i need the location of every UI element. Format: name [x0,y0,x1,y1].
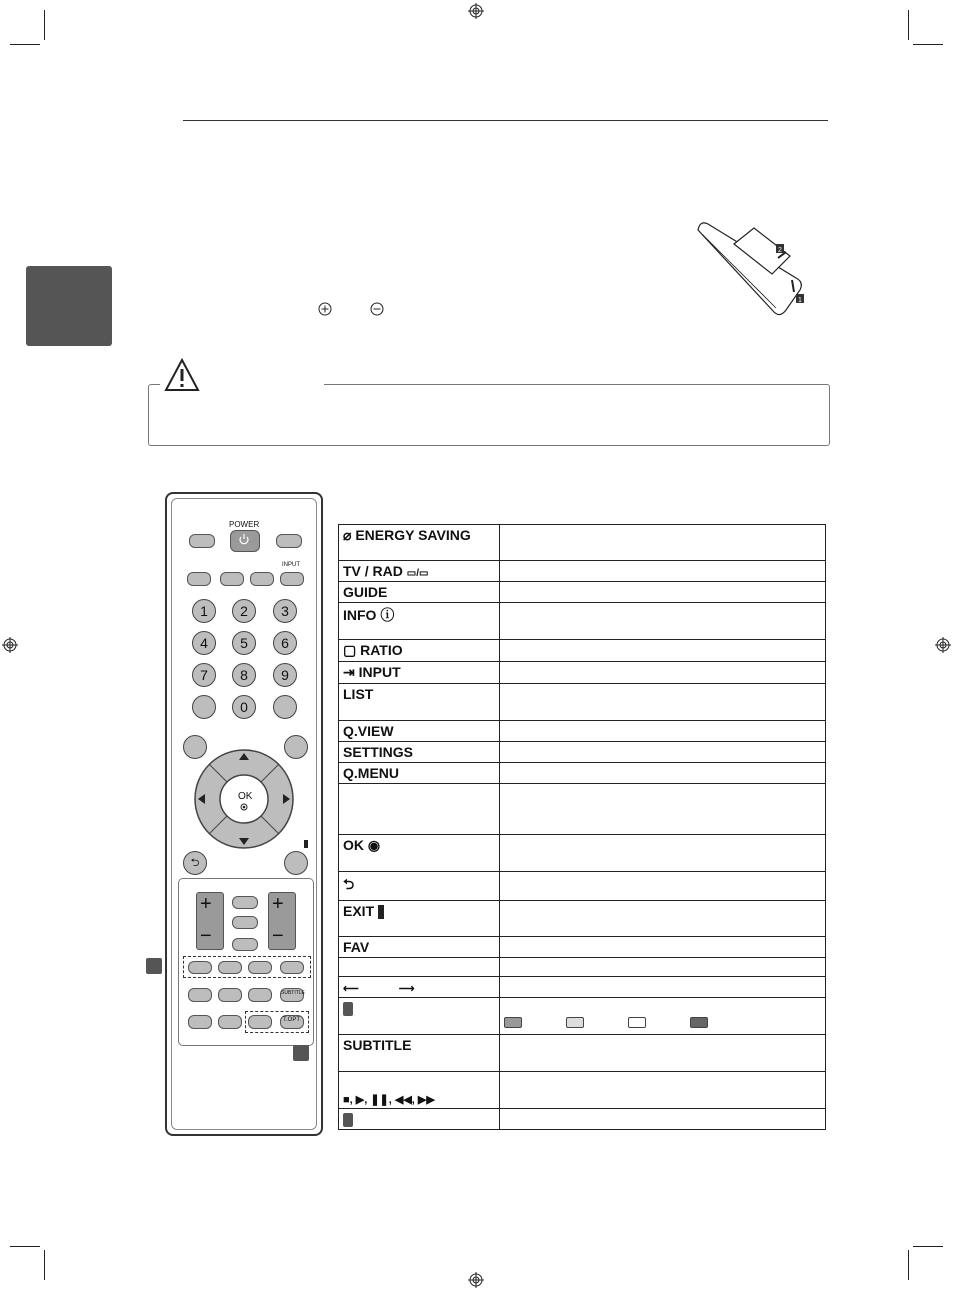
input-icon: ⇥ [343,664,359,680]
pause-button[interactable] [248,988,272,1002]
prev-arrow-icon: ⟵ [343,983,359,995]
table-row-key: ⇥ INPUT [339,662,500,684]
ok-label: OK [238,791,253,802]
play-button[interactable] [218,988,242,1002]
callout-marker-a [146,958,162,974]
table-row-key [339,1072,500,1109]
crop-mark [908,1250,909,1280]
fav-button[interactable] [232,896,258,909]
table-row-desc [500,525,826,561]
crop-mark [10,44,40,45]
subtitle-label: SUBTITLE [281,990,305,996]
t-opt-label: T.OPT [283,1017,301,1023]
table-row-desc [500,684,826,721]
num-2-button[interactable]: 2 [232,599,256,623]
num-5-button[interactable]: 5 [232,631,256,655]
next-arrow-icon: ⟶ [398,983,415,995]
section-tab [26,266,112,346]
table-row-desc [500,763,826,784]
table-row-key: ▢ RATIO [339,640,500,662]
table-row-key [339,998,500,1035]
warning-triangle-icon [164,358,200,392]
table-row-key: LIST [339,684,500,721]
red-button[interactable] [188,961,212,974]
svg-text:2: 2 [778,247,782,254]
table-row-desc [500,640,826,662]
table-row-desc [500,937,826,958]
table-row-desc [500,998,826,1035]
key-function-table [338,524,826,1130]
mute-button[interactable] [232,938,258,951]
registration-mark-icon [468,3,484,19]
table-row-desc [500,872,826,901]
table-row-key: FAV [339,937,500,958]
minus-polarity-icon [370,302,384,316]
caution-box [148,384,830,446]
table-row-key [339,1109,500,1130]
info-button[interactable] [220,572,244,586]
num-8-button[interactable]: 8 [232,663,256,687]
input-button[interactable] [280,572,304,586]
table-row-key: Q.MENU [339,763,500,784]
caution-icon-wrap [160,358,204,398]
volume-minus-icon: − [200,925,212,947]
power-icon [238,533,250,545]
exit-marker [304,840,308,848]
back-button[interactable]: ⮌ [183,851,207,875]
svg-text:1: 1 [798,297,802,304]
callout-b-icon [343,1113,353,1127]
table-row-key: EXIT [339,901,500,937]
header-rule [183,120,828,121]
exit-icon [378,905,384,919]
crop-mark [913,1246,943,1247]
table-row-desc [500,721,826,742]
table-row-key [339,784,500,835]
exit-button[interactable] [284,851,308,875]
tv-rad-button[interactable] [276,534,302,548]
table-row-desc [500,784,826,835]
yellow-button-icon [628,1017,646,1028]
num-6-button[interactable]: 6 [273,631,297,655]
table-row-desc [500,561,826,582]
num-1-button[interactable]: 1 [192,599,216,623]
table-row-desc [500,1072,826,1109]
blue-button[interactable] [280,961,304,974]
playback-icons: ■, ▶, ❚❚, ◀◀, ▶▶ [343,1094,435,1106]
ratio-icon: ▢ [343,642,361,658]
table-row-desc [500,1035,826,1072]
battery-cover-illustration [694,222,812,322]
yellow-button[interactable] [248,961,272,974]
registration-mark-icon [468,1272,484,1288]
fast-forward-button[interactable] [218,1015,242,1029]
energy-saving-button[interactable] [189,534,215,548]
table-row-desc [500,977,826,998]
teletext-buttons-frame [245,1011,309,1033]
power-label: POWER [229,520,260,529]
table-row-key [339,872,500,901]
table-row-key [339,977,500,998]
ratio-button[interactable] [250,572,274,586]
table-row-desc [500,662,826,684]
info-icon: ⓘ [380,607,395,623]
red-button-icon [504,1017,522,1028]
green-button-icon [566,1017,584,1028]
registration-mark-icon [935,637,951,653]
rewind-button[interactable] [188,1015,212,1029]
callout-marker-b [293,1045,309,1061]
crop-mark [44,1250,45,1280]
crop-mark [10,1246,40,1247]
caution-rule [204,384,324,385]
table-row-desc [500,742,826,763]
table-row-desc [500,958,826,977]
table-row-key: GUIDE [339,582,500,603]
table-row-key: OK ◉ [339,835,500,872]
num-3-button[interactable]: 3 [273,599,297,623]
table-row-desc [500,835,826,872]
crop-mark [913,44,943,45]
num-7-button[interactable]: 7 [192,663,216,687]
blue-button-icon [690,1017,708,1028]
table-row-key: Q.VIEW [339,721,500,742]
q-view-button[interactable] [273,695,297,719]
table-row-key: INFO ⓘ [339,603,500,640]
registration-mark-icon [2,637,18,653]
crop-mark [44,10,45,40]
green-button[interactable] [218,961,242,974]
energy-saving-icon: ⌀ [343,527,356,543]
ok-icon: ◉ [367,837,381,853]
guide-button[interactable] [187,572,211,586]
crop-mark [908,10,909,40]
num-4-button[interactable]: 4 [192,631,216,655]
table-row-key [339,958,500,977]
num-0-button[interactable]: 0 [232,695,256,719]
callout-a-icon [343,1002,353,1016]
table-row-key: SETTINGS [339,742,500,763]
back-icon: ⮌ [343,876,355,892]
list-button[interactable] [192,695,216,719]
table-row-desc [500,1109,826,1130]
table-row-desc [500,582,826,603]
table-row-key: TV / RAD ▭/▭ [339,561,500,582]
channel-plus-icon: + [272,893,284,915]
num-9-button[interactable]: 9 [273,663,297,687]
channel-minus-icon: − [272,925,284,947]
stop-button[interactable] [188,988,212,1002]
tv-rad-icon: ▭/▭ [406,568,429,579]
volume-plus-icon: + [200,893,212,915]
table-row-key: SUBTITLE [339,1035,500,1072]
plus-polarity-icon [318,302,332,316]
table-row-desc [500,603,826,640]
input-label: INPUT [282,562,300,568]
table-row-desc [500,901,826,937]
table-row-key: ⌀ ENERGY SAVING [339,525,500,561]
av-mode-button[interactable] [232,916,258,929]
